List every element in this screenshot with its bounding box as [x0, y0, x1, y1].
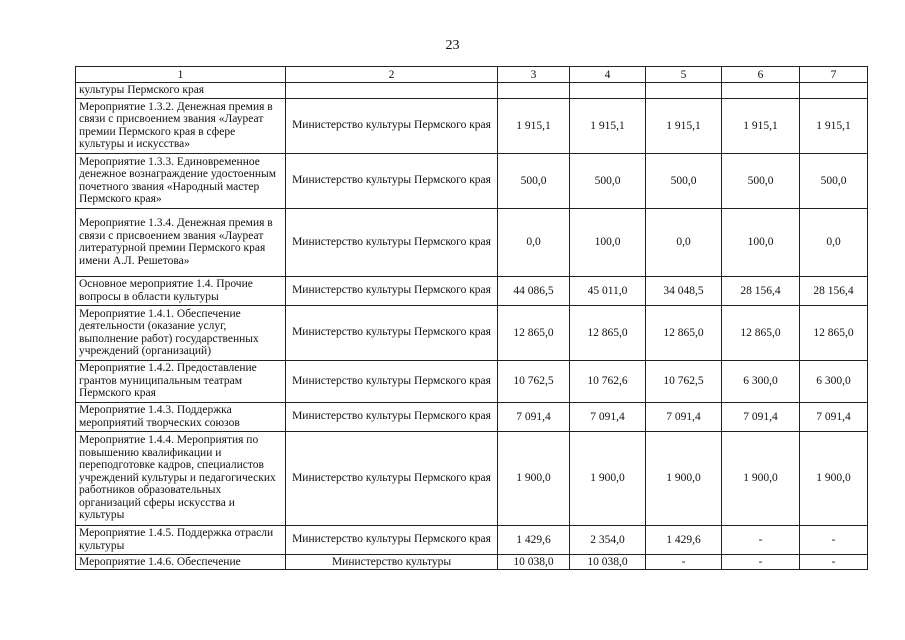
column-header: 2	[286, 67, 498, 83]
value-cell: -	[722, 525, 800, 554]
value-cell: 1 915,1	[570, 98, 646, 153]
table-row	[76, 153, 868, 208]
value-cell: 1 900,0	[646, 431, 722, 525]
executor: Министерство культуры Пермского края	[286, 276, 498, 305]
executor	[286, 83, 498, 99]
value-cell: 7 091,4	[722, 402, 800, 431]
value-cell: 1 900,0	[800, 431, 868, 525]
value-cell	[498, 83, 570, 99]
activity-name: Мероприятие 1.4.2. Предоставление грантов муниципальным театрам Пермского края	[76, 360, 286, 402]
column-header: 6	[722, 67, 800, 83]
activity-name: Мероприятие 1.3.4. Денежная премия в связи с присвоением звания «Лауреат литературной премии Пермского края имени А.Л. Решетова»	[76, 208, 286, 276]
value-cell: 28 156,4	[722, 276, 800, 305]
value-cell: 10 762,5	[646, 360, 722, 402]
value-cell: 1 915,1	[646, 98, 722, 153]
table-row	[76, 208, 868, 276]
value-cell: -	[646, 554, 722, 570]
page-number: 23	[445, 38, 460, 53]
value-cell: 1 429,6	[646, 525, 722, 554]
value-cell: -	[800, 525, 868, 554]
value-cell: 12 865,0	[498, 305, 570, 360]
activity-name: культуры Пермского края	[76, 83, 286, 99]
table-row	[76, 431, 868, 525]
value-cell: 500,0	[570, 153, 646, 208]
value-cell: 7 091,4	[646, 402, 722, 431]
column-header: 7	[800, 67, 868, 83]
value-cell: 0,0	[646, 208, 722, 276]
executor: Министерство культуры Пермского края	[286, 305, 498, 360]
executor: Министерство культуры Пермского края	[286, 153, 498, 208]
executor: Министерство культуры	[286, 554, 498, 570]
executor: Министерство культуры Пермского края	[286, 208, 498, 276]
table-row	[76, 360, 868, 402]
value-cell: 1 900,0	[570, 431, 646, 525]
activity-name: Основное мероприятие 1.4. Прочие вопросы в области культуры	[76, 276, 286, 305]
table-row	[76, 402, 868, 431]
value-cell: 12 865,0	[570, 305, 646, 360]
value-cell: 500,0	[646, 153, 722, 208]
activity-name: Мероприятие 1.4.4. Мероприятия по повышению квалификации и переподготовке кадров, специалистов учреждений культуры и педагогических работников образовательных организаций сферы искусства и культуры	[76, 431, 286, 525]
table-row	[76, 305, 868, 360]
table-row	[76, 554, 868, 570]
value-cell: 6 300,0	[722, 360, 800, 402]
table-row	[76, 83, 868, 99]
value-cell: 10 038,0	[498, 554, 570, 570]
budget-table	[75, 66, 868, 570]
value-cell: 0,0	[800, 208, 868, 276]
value-cell: 45 011,0	[570, 276, 646, 305]
table-row	[76, 98, 868, 153]
value-cell: 34 048,5	[646, 276, 722, 305]
activity-name: Мероприятие 1.3.2. Денежная премия в связи с присвоением звания «Лауреат премии Пермского края в сфере культуры и искусства»	[76, 98, 286, 153]
value-cell: 12 865,0	[722, 305, 800, 360]
value-cell: 10 038,0	[570, 554, 646, 570]
activity-name: Мероприятие 1.4.5. Поддержка отрасли культуры	[76, 525, 286, 554]
value-cell: 6 300,0	[800, 360, 868, 402]
value-cell: 28 156,4	[800, 276, 868, 305]
column-header: 1	[76, 67, 286, 83]
value-cell	[570, 83, 646, 99]
value-cell: 1 915,1	[498, 98, 570, 153]
column-header: 3	[498, 67, 570, 83]
column-header: 4	[570, 67, 646, 83]
value-cell: 100,0	[722, 208, 800, 276]
header-row	[76, 67, 868, 83]
executor: Министерство культуры Пермского края	[286, 431, 498, 525]
value-cell: 7 091,4	[570, 402, 646, 431]
value-cell: 1 429,6	[498, 525, 570, 554]
value-cell: 1 915,1	[722, 98, 800, 153]
value-cell	[646, 83, 722, 99]
executor: Министерство культуры Пермского края	[286, 360, 498, 402]
executor: Министерство культуры Пермского края	[286, 525, 498, 554]
value-cell: 7 091,4	[800, 402, 868, 431]
value-cell: 10 762,6	[570, 360, 646, 402]
value-cell: 7 091,4	[498, 402, 570, 431]
column-header: 5	[646, 67, 722, 83]
value-cell: 2 354,0	[570, 525, 646, 554]
activity-name: Мероприятие 1.4.3. Поддержка мероприятий творческих союзов	[76, 402, 286, 431]
value-cell: -	[722, 554, 800, 570]
value-cell: 12 865,0	[800, 305, 868, 360]
value-cell: 500,0	[498, 153, 570, 208]
value-cell: 500,0	[800, 153, 868, 208]
value-cell: 500,0	[722, 153, 800, 208]
activity-name: Мероприятие 1.4.6. Обеспечение	[76, 554, 286, 570]
executor: Министерство культуры Пермского края	[286, 402, 498, 431]
value-cell: 1 900,0	[722, 431, 800, 525]
value-cell: 1 900,0	[498, 431, 570, 525]
executor: Министерство культуры Пермского края	[286, 98, 498, 153]
value-cell	[722, 83, 800, 99]
table-row	[76, 276, 868, 305]
value-cell: 1 915,1	[800, 98, 868, 153]
value-cell: 44 086,5	[498, 276, 570, 305]
activity-name: Мероприятие 1.4.1. Обеспечение деятельности (оказание услуг, выполнение работ) государственных учреждений (организаций)	[76, 305, 286, 360]
value-cell: 10 762,5	[498, 360, 570, 402]
table-row	[76, 525, 868, 554]
value-cell: 12 865,0	[646, 305, 722, 360]
value-cell	[800, 83, 868, 99]
value-cell: 100,0	[570, 208, 646, 276]
value-cell: -	[800, 554, 868, 570]
activity-name: Мероприятие 1.3.3. Единовременное денежное вознаграждение удостоенным почетного звания «Народный мастер Пермского края»	[76, 153, 286, 208]
value-cell: 0,0	[498, 208, 570, 276]
